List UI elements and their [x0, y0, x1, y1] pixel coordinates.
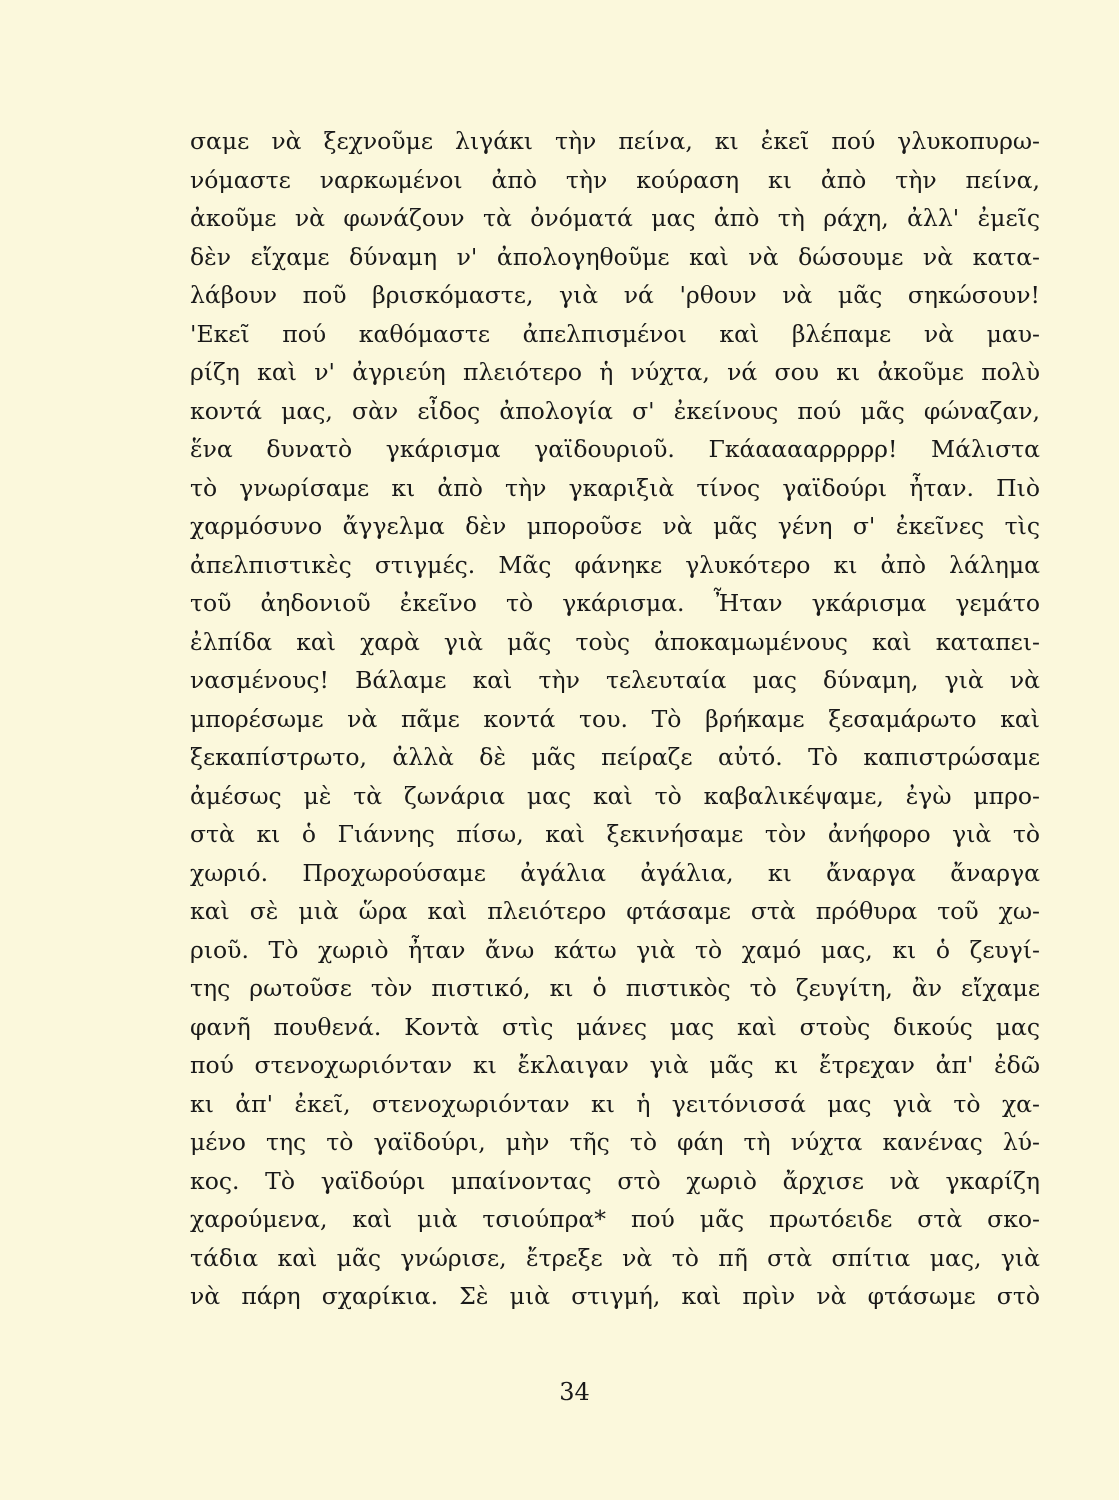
text-line: της ρωτοῦσε τὸν πιστικό, κι ὁ πιστικὸς τὸ ζευγίτη, ἂν εἴχαμε: [190, 974, 1040, 1002]
text-line: τοῦ ἀηδονιοῦ ἐκεῖνο τὸ γκάρισμα. Ἦταν γκάρισμα γεμάτο: [190, 589, 1040, 617]
text-line: νασμένους! Βάλαμε καὶ τὴν τελευταία μας δύναμη, γιὰ νὰ: [190, 666, 1040, 694]
text-line: φανῆ πουθενά. Κοντὰ στὶς μάνες μας καὶ στοὺς δικούς μας: [190, 1012, 1040, 1041]
text-line: ἀκοῦμε νὰ φωνάζουν τὰ ὀνόματά μας ἀπὸ τὴ ράχη, ἀλλ' ἐμεῖς: [190, 204, 1040, 232]
text-line: νὰ πάρη σχαρίκια. Σὲ μιὰ στιγμή, καὶ πρὶν νὰ φτάσωμε στὸ: [190, 1282, 1040, 1310]
text-line: λάβουν ποῦ βρισκόμαστε, γιὰ νά 'ρθουν νὰ μᾶς σηκώσουν!: [190, 281, 1040, 309]
text-line: τάδια καὶ μᾶς γνώρισε, ἔτρεξε νὰ τὸ πῆ στὰ σπίτια μας, γιὰ: [190, 1243, 1040, 1272]
text-line: μένο της τὸ γαϊδούρι, μὴν τῆς τὸ φάη τὴ νύχτα κανένας λύ-: [190, 1128, 1040, 1156]
text-line: κοντά μας, σὰν εἶδος ἀπολογία σ' ἐκείνους πού μᾶς φώναζαν,: [190, 396, 1040, 425]
text-line: κος. Τὸ γαϊδούρι μπαίνοντας στὸ χωριὸ ἄρχισε νὰ γκαρίζη: [190, 1166, 1040, 1195]
text-line: δὲν εἴχαμε δύναμη ν' ἀπολογηθοῦμε καὶ νὰ δώσουμε νὰ κατα-: [190, 242, 1040, 271]
text-line: ἀπελπιστικὲς στιγμές. Μᾶς φάνηκε γλυκότερο κι ἀπὸ λάλημα: [190, 550, 1040, 579]
text-line: ρίζη καὶ ν' ἀγριεύη πλειότερο ἡ νύχτα, νά σου κι ἀκοῦμε πολὺ: [190, 358, 1040, 386]
text-line: ξεκαπίστρωτο, ἀλλὰ δὲ μᾶς πείραζε αὐτό. Τὸ καπιστρώσαμε: [190, 743, 1040, 771]
text-line: χωριό. Προχωρούσαμε ἀγάλια ἀγάλια, κι ἄναργα ἄναργα: [190, 858, 1040, 887]
text-line: καὶ σὲ μιὰ ὥρα καὶ πλειότερο φτάσαμε στὰ πρόθυρα τοῦ χω-: [190, 897, 1040, 925]
text-line: κι ἀπ' ἐκεῖ, στενοχωριόνταν κι ἡ γειτόνισσά μας γιὰ τὸ χα-: [190, 1089, 1040, 1118]
text-line: πού στενοχωριόνταν κι ἔκλαιγαν γιὰ μᾶς κι ἔτρεχαν ἀπ' ἐδῶ: [190, 1051, 1040, 1079]
text-line: ἕνα δυνατὸ γκάρισμα γαϊδουριοῦ. Γκάααααρρρρρ! Μάλιστα: [190, 435, 1040, 463]
text-line: νόμαστε ναρκωμένοι ἀπὸ τὴν κούραση κι ἀπὸ τὴν πείνα,: [190, 165, 1040, 194]
page-number: 34: [559, 1378, 590, 1406]
text-line: τὸ γνωρίσαμε κι ἀπὸ τὴν γκαριξιὰ τίνος γαϊδούρι ἦταν. Πιὸ: [190, 473, 1040, 502]
text-line: στὰ κι ὁ Γιάννης πίσω, καὶ ξεκινήσαμε τὸν ἀνήφορο γιὰ τὸ: [190, 820, 1040, 848]
text-line: ριοῦ. Τὸ χωριὸ ἦταν ἄνω κάτω γιὰ τὸ χαμό μας, κι ὁ ζευγί-: [190, 935, 1040, 964]
text-line: σαμε νὰ ξεχνοῦμε λιγάκι τὴν πείνα, κι ἐκεῖ πού γλυκοπυρω-: [190, 127, 1040, 155]
text-line: μπορέσωμε νὰ πᾶμε κοντά του. Τὸ βρήκαμε ξεσαμάρωτο καὶ: [190, 704, 1040, 733]
text-line: ἐλπίδα καὶ χαρὰ γιὰ μᾶς τοὺς ἀποκαμωμένους καὶ καταπει-: [190, 627, 1040, 656]
text-line: ἀμέσως μὲ τὰ ζωνάρια μας καὶ τὸ καβαλικέψαμε, ἐγὼ μπρο-: [190, 781, 1040, 810]
text-line: χαρμόσυνο ἄγγελμα δὲν μποροῦσε νὰ μᾶς γένη σ' ἐκεῖνες τὶς: [190, 512, 1040, 540]
body-text: [190, 122, 1040, 1316]
text-line: 'Εκεῖ πού καθόμαστε ἀπελπισμένοι καὶ βλέπαμε νὰ μαυ-: [190, 319, 1040, 348]
text-line: χαρούμενα, καὶ μιὰ τσιούπρα* πού μᾶς πρωτόειδε στὰ σκο-: [190, 1205, 1040, 1233]
